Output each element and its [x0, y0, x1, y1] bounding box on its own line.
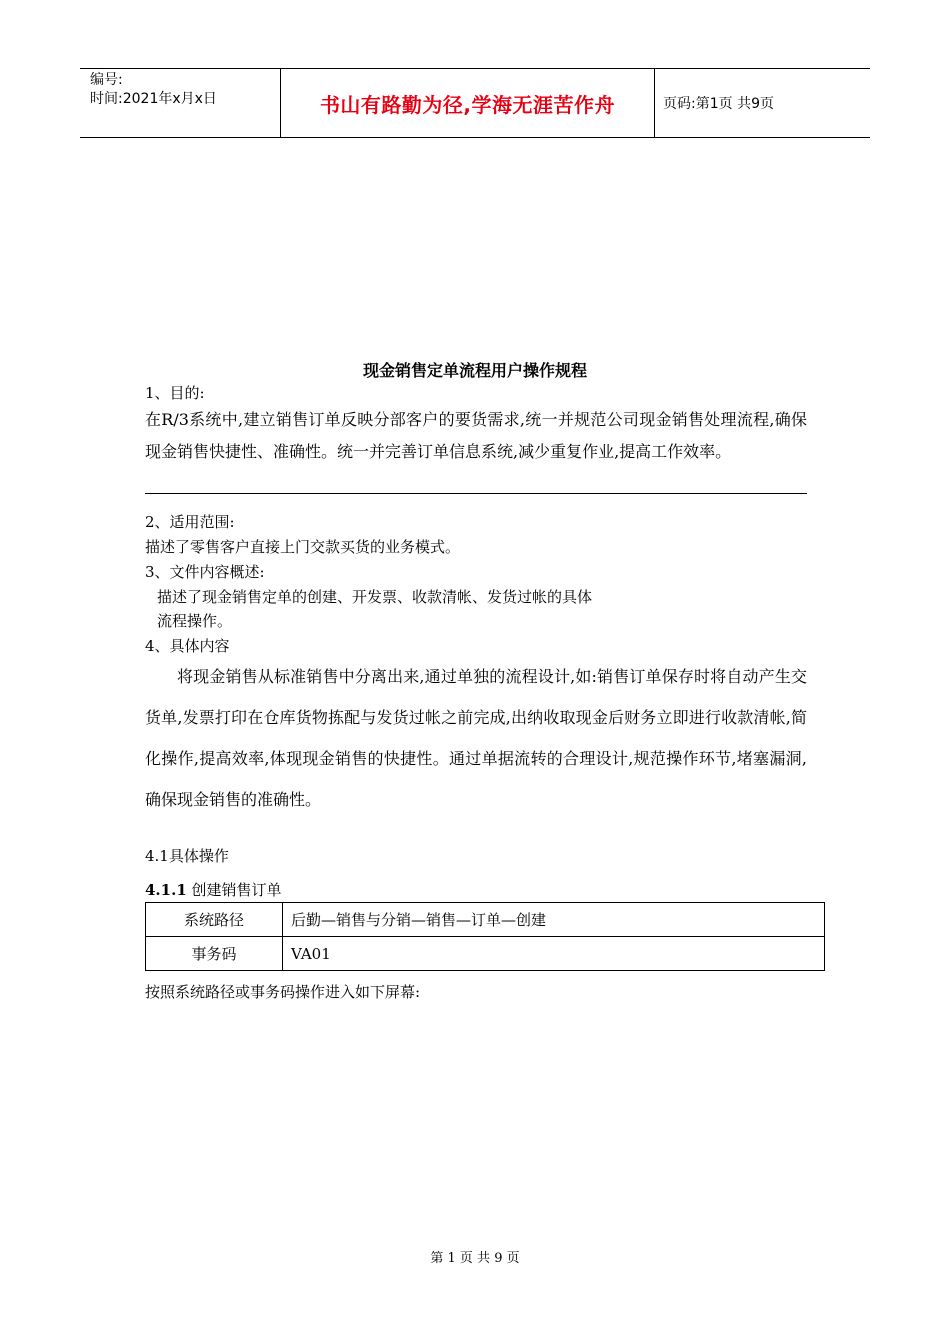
section-3-body-line-2: 流程操作。 — [157, 612, 233, 630]
section-4-1-1-number: 4.1.1 — [145, 881, 187, 899]
table-row — [146, 937, 825, 971]
section-4-1-heading: 4.1具体操作 — [145, 847, 229, 865]
page-header — [80, 68, 870, 138]
table-key-transaction-code: 事务码 — [146, 937, 283, 971]
header-motto: 书山有路勤为径,学海无涯苦作舟 — [281, 69, 655, 137]
section-4-body: 将现金销售从标准销售中分离出来,通过单独的流程设计,如:销售订单保存时将自动产生交货单,发票打印在仓库货物拣配与发货过帐之前完成,出纳收取现金后财务立即进行收款清帐,简化操作,提高效率,体现现金销售的快捷性。通过单据流转的合理设计,规范操作环节,堵塞漏洞,确保现金销售的准确性。 — [145, 667, 807, 809]
document-title: 现金销售定单流程用户操作规程 — [362, 361, 587, 380]
divider — [145, 493, 807, 494]
section-4-1-1-title: 创建销售订单 — [191, 881, 282, 899]
section-2-body: 描述了零售客户直接上门交款买货的业务模式。 — [145, 538, 461, 556]
header-page-info: 页码:第1页 共9页 — [663, 96, 774, 112]
table-row — [146, 903, 825, 937]
section-4-heading: 4、具体内容 — [145, 637, 230, 655]
section-1-heading: 1、目的: — [145, 384, 205, 402]
section-3-heading: 3、文件内容概述: — [145, 563, 265, 581]
section-2-heading: 2、适用范围: — [145, 513, 235, 531]
page-footer: 第 1 页 共 9 页 — [430, 1251, 520, 1266]
section-3-body-line-1: 描述了现金销售定单的创建、开发票、收款清帐、发货过帐的具体 — [157, 588, 593, 606]
operation-table — [145, 902, 825, 971]
section-1-body: 在R/3系统中,建立销售订单反映分部客户的要货需求,统一并规范公司现金销售处理流程,确保现金销售快捷性、准确性。统一并完善订单信息系统,减少重复作业,提高工作效率。 — [145, 410, 807, 461]
after-table-text: 按照系统路径或事务码操作进入如下屏幕: — [145, 983, 421, 1001]
table-key-system-path: 系统路径 — [146, 903, 283, 937]
header-number-label: 编号: — [90, 72, 123, 88]
table-value-transaction-code: VA01 — [283, 937, 825, 971]
header-meta — [80, 69, 281, 137]
section-4-1-1-heading — [145, 879, 282, 900]
table-value-system-path: 后勤—销售与分销—销售—订单—创建 — [283, 903, 825, 937]
header-time-label: 时间:2021年x月x日 — [90, 91, 217, 107]
